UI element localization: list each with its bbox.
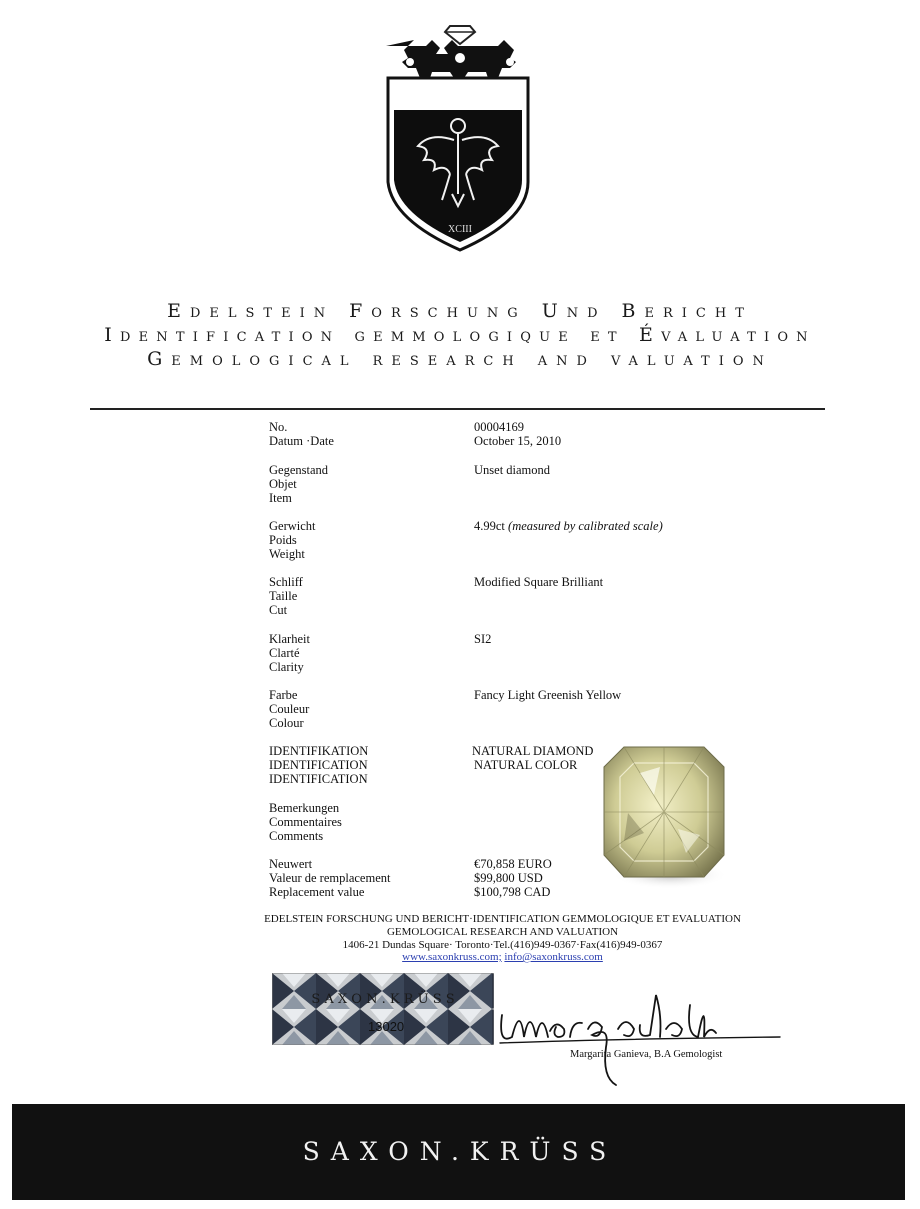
field-label: Farbe <box>269 688 298 702</box>
field-label: Item <box>269 491 292 505</box>
title-german: Edelstein Forschung Und Bericht <box>167 300 753 322</box>
seal-text: S A X O N . K R Ü S S <box>311 992 455 1007</box>
field-label: IDENTIFICATION <box>269 772 368 786</box>
field-label: Poids <box>269 533 297 547</box>
field-label: Clarté <box>269 646 300 660</box>
website-link[interactable]: www.saxonkruss.com; <box>402 951 502 963</box>
field-label: IDENTIFIKATION <box>269 744 369 758</box>
report-date: October 15, 2010 <box>474 434 562 448</box>
field-label: No. <box>269 420 288 434</box>
field-label: Comments <box>269 829 324 843</box>
diamond-icon <box>445 26 475 44</box>
title-french: Identification gemmologique et Évaluation <box>104 324 816 346</box>
header-divider <box>90 408 825 410</box>
weight-carats: 4.99ct <box>474 519 505 533</box>
crest-logo <box>380 14 540 264</box>
field-label: IDENTIFICATION <box>269 758 368 772</box>
report-number: 00004169 <box>474 420 524 434</box>
field-label: Bemerkungen <box>269 801 340 815</box>
field-label: Datum ·Date <box>269 434 334 448</box>
field-label: Replacement value <box>269 885 365 899</box>
field-label: Taille <box>269 589 298 603</box>
lab-contact-line <box>0 951 920 964</box>
identification-value: NATURAL DIAMOND <box>472 744 594 758</box>
field-label: Weight <box>269 547 305 561</box>
brand-name: SAXON.KRÜSS <box>302 1137 618 1166</box>
hologram-seal <box>272 973 494 1045</box>
field-label: Couleur <box>269 702 310 716</box>
seal-number: 13020 <box>368 1019 405 1034</box>
item-value: Unset diamond <box>474 463 551 477</box>
lab-address-line: 1406-21 Dundas Square· Toronto·Tel.(416)949-0367·Fax(416)949-0367 <box>342 939 663 951</box>
field-label: Valeur de remplacement <box>269 871 391 885</box>
value-cad: $100,798 CAD <box>474 885 551 899</box>
field-label: Colour <box>269 716 304 730</box>
email-link[interactable]: info@saxonkruss.com <box>504 951 603 963</box>
field-label: Cut <box>269 603 288 617</box>
value-euro: €70,858 EURO <box>474 857 552 871</box>
crown-ornament <box>386 40 516 78</box>
clarity-value: SI2 <box>474 632 492 646</box>
identification-value: NATURAL COLOR <box>474 758 578 772</box>
colour-value: Fancy Light Greenish Yellow <box>474 688 622 702</box>
field-label: Schliff <box>269 575 303 589</box>
field-label: Klarheit <box>269 632 310 646</box>
title-english: Gemological research and valuation <box>147 348 773 370</box>
field-label: Gerwicht <box>269 519 316 533</box>
field-label: Commentaires <box>269 815 342 829</box>
diamond-photo <box>600 743 728 891</box>
value-usd: $99,800 USD <box>474 871 543 885</box>
field-label: Clarity <box>269 660 304 674</box>
weight-note: (measured by calibrated scale) <box>508 519 663 533</box>
lab-subtitle-line: GEMOLOGICAL RESEARCH AND VALUATION <box>386 926 619 938</box>
crest-numeral: XCIII <box>448 224 472 235</box>
signature <box>490 985 790 1090</box>
signature-caption: Margarita Ganieva, B.A Gemologist <box>570 1049 723 1060</box>
weight-value <box>474 519 663 533</box>
field-label: Gegenstand <box>269 463 329 477</box>
field-label: Neuwert <box>269 857 313 871</box>
lab-name-line: EDELSTEIN FORSCHUNG UND BERICHT·IDENTIFICATION GEMMOLOGIQUE ET EVALUATION <box>264 913 741 925</box>
field-label: Objet <box>269 477 297 491</box>
cut-value: Modified Square Brilliant <box>474 575 604 589</box>
